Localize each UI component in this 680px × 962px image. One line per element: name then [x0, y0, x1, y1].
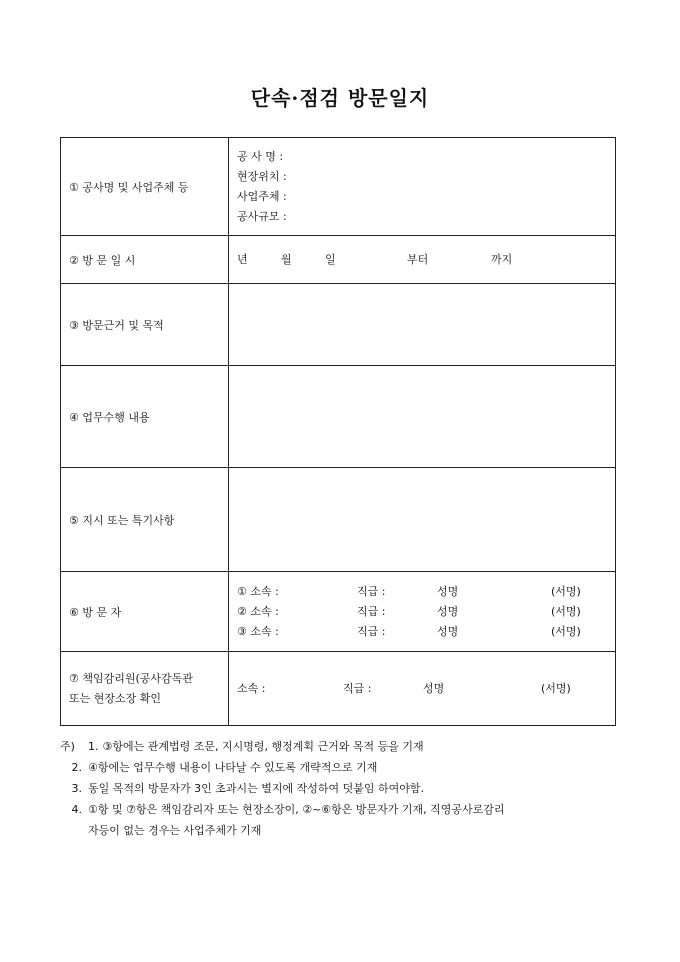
- label-instructions: ⑤ 지시 또는 특기사항: [61, 468, 229, 572]
- from-label: 부터: [407, 252, 429, 266]
- note-number: 3.: [71, 782, 82, 795]
- visit-log-form: [60, 137, 616, 726]
- note-item: [60, 757, 505, 778]
- day-label: 일: [325, 252, 336, 266]
- project-info-fields[interactable]: [229, 138, 616, 236]
- note-item: [60, 799, 505, 820]
- note-text: ④항에는 업무수행 내용이 나타날 수 있도록 개략적으로 기재: [88, 761, 378, 774]
- row-instructions: [61, 468, 616, 572]
- supervisor-signature: (서명): [541, 681, 571, 695]
- note-text: ①항 및 ⑦항은 책임감리자 또는 현장소장이, ②~⑥항은 방문자가 기재, 직영공사로감리: [88, 803, 505, 816]
- visitor-affiliation: ① 소속 :: [237, 584, 279, 598]
- label-line: ⑦ 책임감리원(공사감독관: [69, 671, 193, 685]
- visitor-line[interactable]: [237, 602, 615, 622]
- visitor-line[interactable]: [237, 622, 615, 642]
- year-label: 년: [237, 252, 248, 266]
- note-number: 1.: [88, 740, 99, 753]
- note-number: 4.: [71, 803, 82, 816]
- row-visit-datetime: [61, 236, 616, 284]
- note-text-continued: 자등이 없는 경우는 사업주체가 기재: [88, 824, 262, 837]
- footnotes: [60, 736, 505, 841]
- note-text: 동일 목적의 방문자가 3인 초과시는 별지에 작성하여 덧붙임 하여야함.: [88, 782, 424, 795]
- label-visitors: ⑥ 방 문 자: [61, 572, 229, 652]
- visitor-signature: (서명): [551, 584, 581, 598]
- visitor-rank: 직급 :: [357, 584, 386, 598]
- visitors-field[interactable]: [229, 572, 616, 652]
- row-supervisor-confirm: [61, 652, 616, 726]
- visitor-affiliation: ② 소속 :: [237, 604, 279, 618]
- label-project-info: ① 공사명 및 사업주체 등: [61, 138, 229, 236]
- visitor-rank: 직급 :: [357, 624, 386, 638]
- supervisor-affiliation: 소속 :: [237, 681, 266, 695]
- document-title: 단속·점검 방문일지: [250, 86, 430, 110]
- label-visit-datetime: ② 방 문 일 시: [61, 236, 229, 284]
- field-site-location[interactable]: 현장위치 :: [237, 169, 287, 183]
- supervisor-name: 성명: [423, 681, 445, 695]
- label-line: 또는 현장소장 확인: [69, 691, 162, 705]
- note-number: 2.: [71, 761, 82, 774]
- month-label: 월: [281, 252, 292, 266]
- note-item: [60, 778, 505, 799]
- visit-datetime-field[interactable]: [229, 236, 616, 284]
- row-visitors: [61, 572, 616, 652]
- visitor-affiliation: ③ 소속 :: [237, 624, 279, 638]
- label-visit-purpose: ③ 방문근거 및 목적: [61, 284, 229, 366]
- visitor-name: 성명: [437, 624, 459, 638]
- notes-prefix: 주): [60, 740, 75, 753]
- to-label: 까지: [491, 252, 513, 266]
- field-project-scale[interactable]: 공사규모 :: [237, 209, 287, 223]
- visitor-signature: (서명): [551, 604, 581, 618]
- row-visit-purpose: [61, 284, 616, 366]
- row-project-info: [61, 138, 616, 236]
- visitor-rank: 직급 :: [357, 604, 386, 618]
- label-supervisor-confirm: [61, 652, 229, 726]
- note-item: [60, 736, 505, 757]
- work-content-field[interactable]: [229, 366, 616, 468]
- note-text: ③항에는 관계법령 조문, 지시명령, 행정계획 근거와 목적 등을 기재: [102, 740, 424, 753]
- row-work-content: [61, 366, 616, 468]
- supervisor-rank: 직급 :: [343, 681, 372, 695]
- field-project-name[interactable]: 공 사 명 :: [237, 149, 284, 163]
- supervisor-confirm-field[interactable]: [229, 652, 616, 726]
- visitor-name: 성명: [437, 584, 459, 598]
- label-work-content: ④ 업무수행 내용: [61, 366, 229, 468]
- visitor-name: 성명: [437, 604, 459, 618]
- visit-purpose-field[interactable]: [229, 284, 616, 366]
- visitor-line[interactable]: [237, 582, 615, 602]
- instructions-field[interactable]: [229, 468, 616, 572]
- visitor-signature: (서명): [551, 624, 581, 638]
- field-business-entity[interactable]: 사업주체 :: [237, 189, 287, 203]
